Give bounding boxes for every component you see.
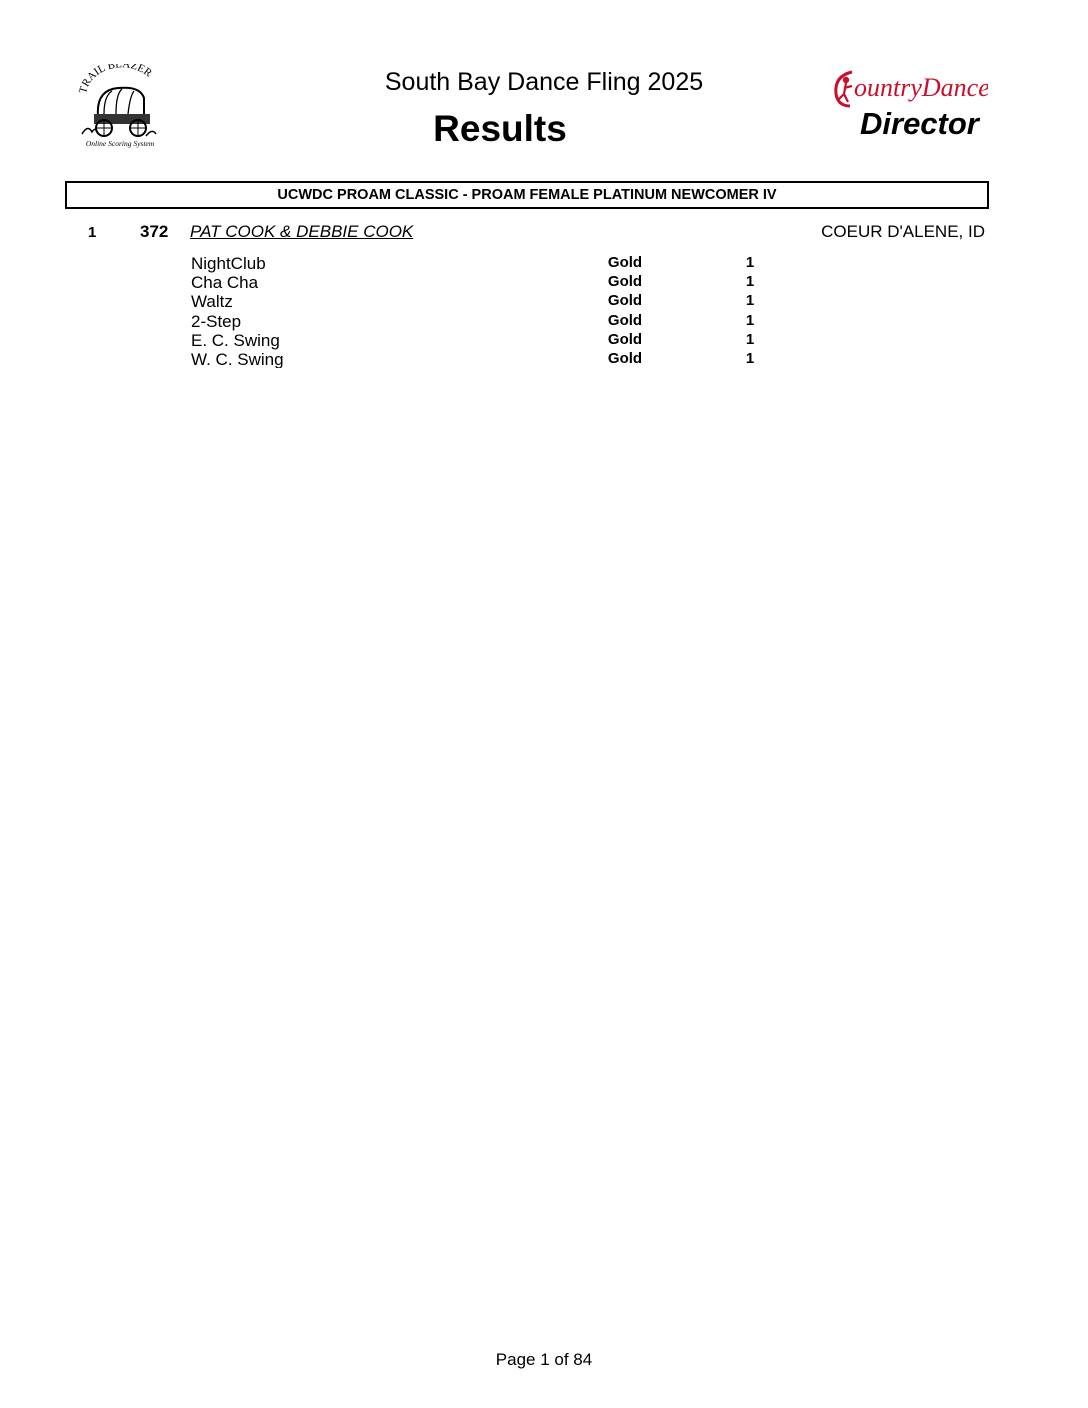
dancer-logo-icon [832,66,988,144]
dance-row [0,350,1088,368]
dance-placement: 1 [745,273,755,290]
dance-placement: 1 [745,312,755,329]
entry-place: 1 [88,224,97,241]
country-dance-director-logo [832,66,988,144]
dance-placement: 1 [745,254,755,271]
dance-medal: Gold [607,254,643,271]
dance-medal: Gold [607,350,643,367]
dance-placement: 1 [745,292,755,309]
dance-row [0,254,1088,274]
entry-couple-name: PAT COOK & DEBBIE COOK [190,222,414,241]
logo-top-text: TRAIL BLAZER [78,64,155,95]
dance-medal: Gold [607,331,643,348]
dance-row [0,331,1088,351]
dance-results-list [0,252,1088,368]
division-title: UCWDC PROAM CLASSIC - PROAM FEMALE PLATINUM NEWCOMER IV [277,187,777,203]
dance-row [0,273,1088,293]
dance-placement: 1 [745,331,755,348]
entry-bib-number: 372 [140,222,169,241]
logo-bottom-text: Online Scoring System [85,139,155,148]
dance-medal: Gold [607,292,643,309]
dance-name: NightClub [191,254,266,273]
logo-brand-bottom: Director [860,106,979,141]
dance-name: E. C. Swing [191,331,280,350]
dance-name: W. C. Swing [191,350,284,368]
dance-row [0,292,1088,312]
event-title: South Bay Dance Fling 2025 [384,68,704,96]
page-number: Page 1 of 84 [495,1350,593,1369]
dance-name: Cha Cha [191,273,259,292]
dance-name: 2-Step [191,312,242,331]
logo-brand-top: ountryDance [854,73,988,102]
dance-name: Waltz [191,292,233,311]
dance-placement: 1 [745,350,755,367]
dance-medal: Gold [607,312,643,329]
dance-row [0,312,1088,332]
results-heading: Results [433,108,567,149]
dance-medal: Gold [607,273,643,290]
entry-hometown: COEUR D'ALENE, ID [821,222,985,241]
division-header-box [65,181,989,209]
